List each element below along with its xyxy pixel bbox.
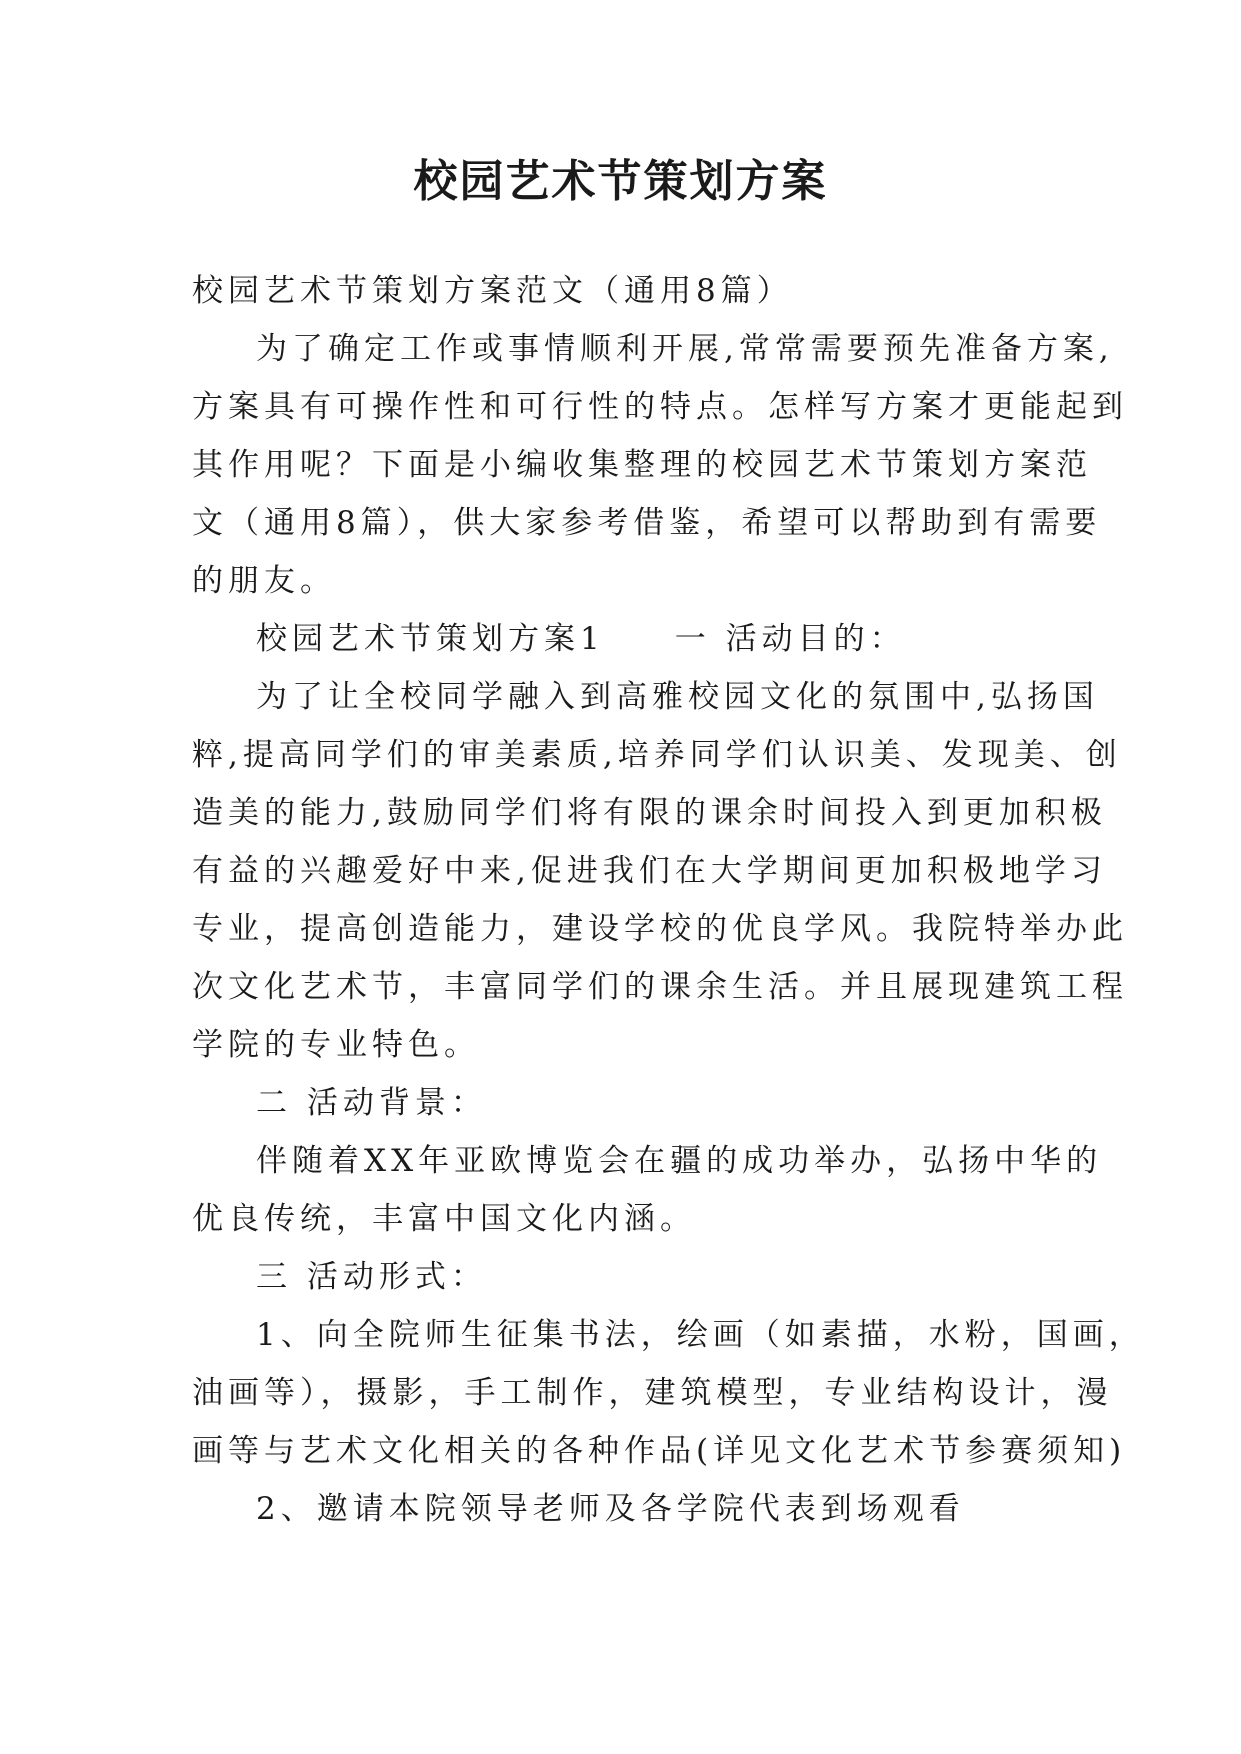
- subtitle: 校园艺术节策划方案范文（通用8篇）: [192, 273, 793, 309]
- background-line: 优良传统，丰富中国文化内涵。: [192, 1201, 696, 1237]
- background-heading: 二 活动背景：: [256, 1085, 487, 1121]
- form-heading: 三 活动形式：: [256, 1259, 487, 1295]
- document-body: [192, 262, 1145, 1538]
- section1-subheading: 一 活动目的：: [674, 621, 906, 657]
- section-heading-line: [192, 610, 1054, 668]
- purpose-line: 专业，提高创造能力，建设学校的优良学风。我院特举办此: [192, 911, 1128, 947]
- intro-line: 其作用呢？下面是小编收集整理的校园艺术节策划方案范: [192, 447, 1092, 483]
- intro-line: 的朋友。: [192, 563, 336, 599]
- document-title: 校园艺术节策划方案: [413, 156, 828, 207]
- form-item-line: 2、邀请本院领导老师及各学院代表到场观看: [256, 1491, 965, 1527]
- intro-line: 方案具有可操作性和可行性的特点。怎样写方案才更能起到: [192, 389, 1128, 425]
- intro-line: 为了确定工作或事情顺利开展,常常需要预先准备方案,: [256, 331, 1114, 367]
- purpose-line: 为了让全校同学融入到高雅校园文化的氛围中,弘扬国: [256, 679, 1099, 715]
- form-item-line: 油画等），摄影，手工制作，建筑模型，专业结构设计，漫: [192, 1375, 1113, 1411]
- purpose-line: 学院的专业特色。: [192, 1027, 480, 1063]
- form-item-line: 1、向全院师生征集书法，绘画（如素描，水粉，国画，: [256, 1317, 1145, 1353]
- purpose-line: 次文化艺术节，丰富同学们的课余生活。并且展现建筑工程: [192, 969, 1128, 1005]
- purpose-line: 造美的能力,鼓励同学们将有限的课余时间投入到更加积极: [192, 795, 1107, 831]
- form-item-line: 画等与艺术文化相关的各种作品(详见文化艺术节参赛须知): [192, 1433, 1127, 1469]
- section1-heading: 校园艺术节策划方案1: [256, 621, 605, 657]
- intro-line: 文（通用8篇），供大家参考借鉴，希望可以帮助到有需要: [192, 505, 1102, 541]
- purpose-line: 粹,提高同学们的审美素质,培养同学们认识美、发现美、创: [192, 737, 1122, 773]
- background-line: 伴随着XX年亚欧博览会在疆的成功举办，弘扬中华的: [256, 1143, 1103, 1179]
- purpose-line: 有益的兴趣爱好中来,促进我们在大学期间更加积极地学习: [192, 853, 1107, 889]
